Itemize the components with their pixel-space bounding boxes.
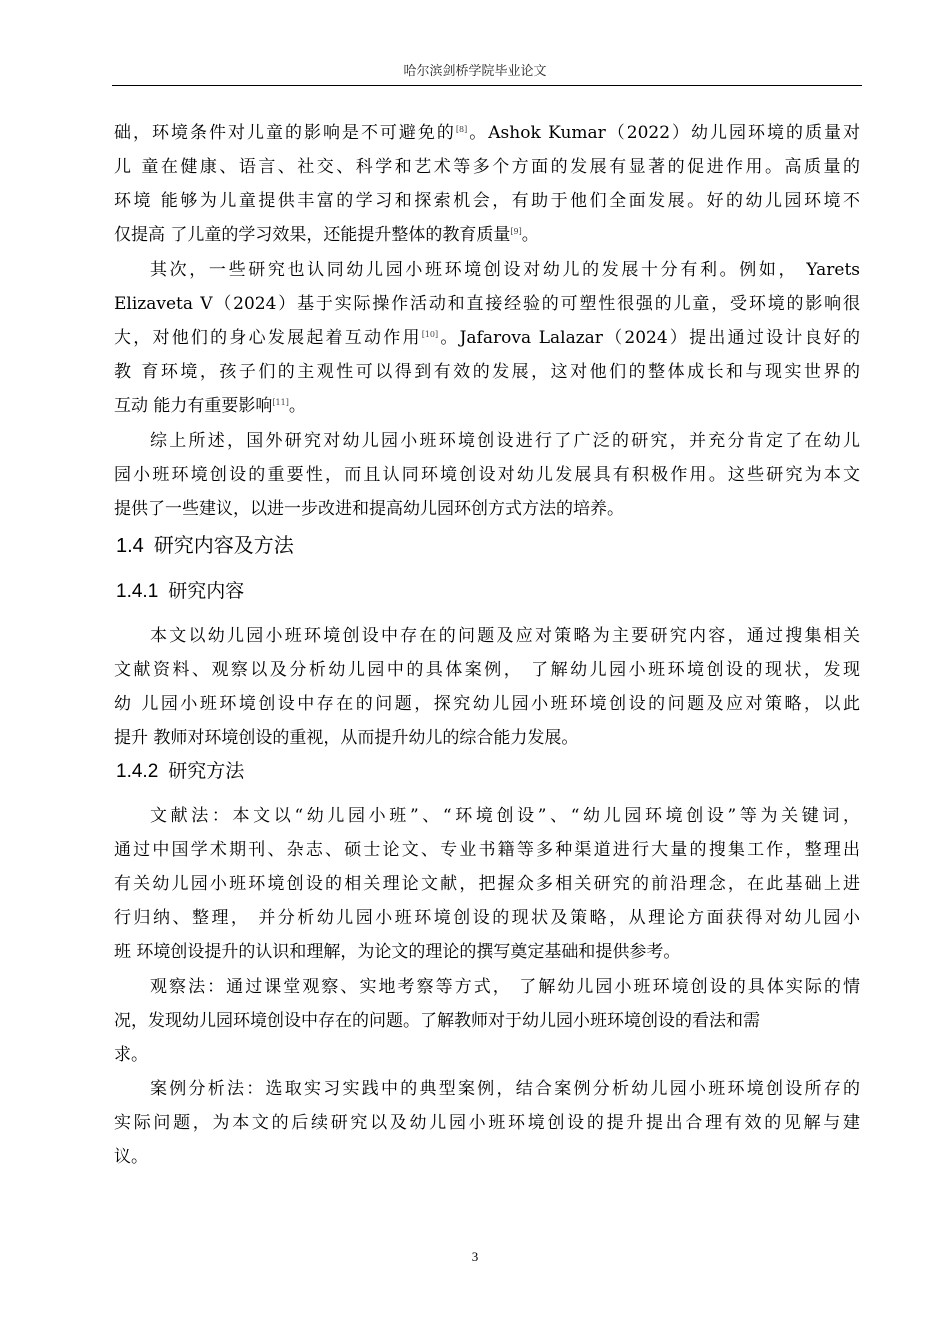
paragraph-line: 班 环境创设提升的认识和理解，为论文的理论的撰写奠定基础和提供参考。 — [114, 942, 681, 962]
paragraph-line: 综上所述，国外研究对幼儿园小班环境创设进行了广泛的研究，并充分肯定了在幼儿 — [150, 431, 860, 451]
paragraph-line: 文献法：本文以“幼儿园小班”、“环境创设”、“幼儿园环境创设”等为关键词， — [150, 806, 860, 826]
paragraph-line: 行归纳、整理， 并分析幼儿园小班环境创设的现状及策略，从理论方面获得对幼儿园小 — [114, 908, 860, 928]
subsection-heading: 1.4.2 研究方法 — [116, 760, 245, 782]
paragraph-line: 础，环境条件对儿童的影响是不可避免的[8]。Ashok Kumar（2022）幼儿园环境的质量对 — [114, 123, 861, 143]
paragraph-line: 实际问题，为本文的后续研究以及幼儿园小班环境创设的提升提出合理有效的见解与建 — [114, 1113, 860, 1133]
paragraph-line: 环境 能够为儿童提供丰富的学习和探索机会，有助于他们全面发展。好的幼儿园环境不 — [114, 191, 860, 211]
paragraph-line: 案例分析法：选取实习实践中的典型案例，结合案例分析幼儿园小班环境创设所存的 — [150, 1079, 860, 1099]
page-header: 哈尔滨剑桥学院毕业论文 — [403, 64, 547, 79]
paragraph-line: 教 育环境，孩子们的主观性可以得到有效的发展，这对他们的整体成长和与现实世界的 — [114, 362, 860, 382]
citation-ref: [11] — [272, 398, 289, 407]
paragraph-line: 观察法：通过课堂观察、实地考察等方式， 了解幼儿园小班环境创设的具体实际的情 — [150, 977, 860, 997]
citation-ref: [9] — [510, 227, 522, 236]
paragraph-line: 幼 儿园小班环境创设中存在的问题，探究幼儿园小班环境创设的问题及应对策略，以此 — [114, 694, 860, 714]
paragraph-line: 提供了一些建议，以进一步改进和提高幼儿园环创方式方法的培养。 — [114, 499, 624, 519]
paragraph-line: 本文以幼儿园小班环境创设中存在的问题及应对策略为主要研究内容，通过搜集相关 — [150, 626, 860, 646]
paragraph-line: 况，发现幼儿园环境创设中存在的问题。了解教师对于幼儿园小班环境创设的看法和需 — [114, 1011, 760, 1031]
paragraph-line: 仅提高 了儿童的学习效果，还能提升整体的教育质量[9]。 — [114, 225, 539, 245]
paragraph-line: 文献资料、观察以及分析幼儿园中的具体案例， 了解幼儿园小班环境创设的现状，发现 — [114, 660, 860, 680]
subsection-heading: 1.4.1 研究内容 — [116, 580, 245, 602]
header-rule — [112, 85, 862, 86]
section-heading: 1.4 研究内容及方法 — [116, 533, 294, 557]
paragraph-line: 提升 教师对环境创设的重视，从而提升幼儿的综合能力发展。 — [114, 728, 579, 748]
paragraph-line: 互动 能力有重要影响[11]。 — [114, 396, 306, 416]
paragraph-line: 儿 童在健康、语言、社交、科学和艺术等多个方面的发展有显著的促进作用。高质量的 — [114, 157, 860, 177]
page-number: 3 — [471, 1249, 479, 1264]
paragraph-line: 议。 — [114, 1147, 148, 1167]
paragraph-line: 通过中国学术期刊、杂志、硕士论文、专业书籍等多种渠道进行大量的搜集工作，整理出 — [114, 840, 860, 860]
paragraph-line: Elizaveta V（2024）基于实际操作活动和直接经验的可塑性很强的儿童，受环境的影响很 — [114, 294, 860, 314]
paragraph-line: 大，对他们的身心发展起着互动作用[10]。Jafarova Lalazar（2024）提出通过设计良好的 — [114, 328, 860, 348]
citation-ref: [10] — [421, 330, 439, 339]
paragraph-line: 其次，一些研究也认同幼儿园小班环境创设对幼儿的发展十分有利。例如， Yarets — [150, 260, 860, 280]
paragraph-line: 有关幼儿园小班环境创设的相关理论文献，把握众多相关研究的前沿理念，在此基础上进 — [114, 874, 860, 894]
citation-ref: [8] — [455, 125, 468, 134]
paragraph-line: 求。 — [114, 1045, 148, 1065]
paragraph-line: 园小班环境创设的重要性，而且认同环境创设对幼儿发展具有积极作用。这些研究为本文 — [114, 465, 860, 485]
